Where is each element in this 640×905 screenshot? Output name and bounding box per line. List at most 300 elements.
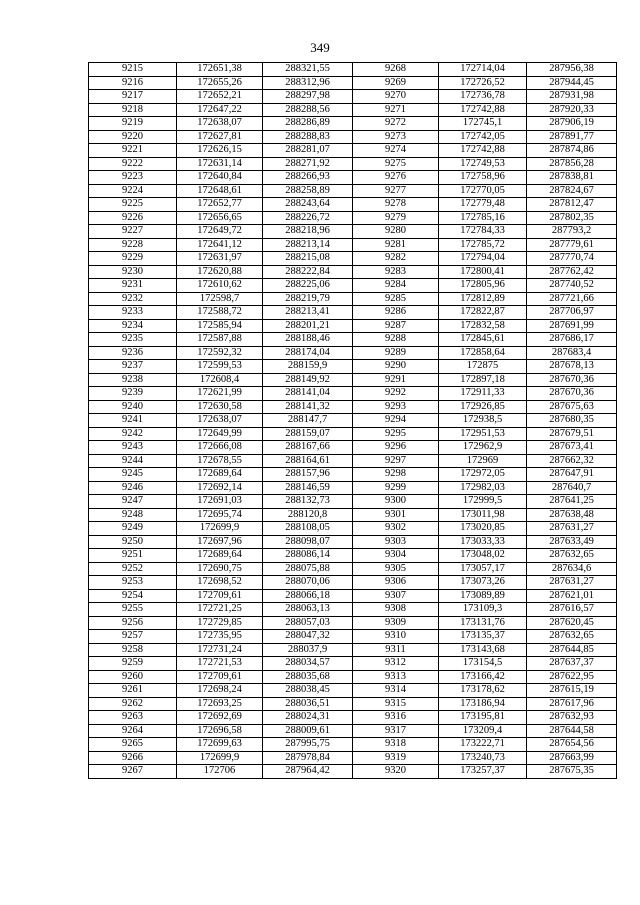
x-coordinate-cell: 172729,85: [177, 616, 263, 630]
y-coordinate-cell: 287644,85: [527, 643, 617, 657]
y-coordinate-cell: 287632,65: [527, 630, 617, 644]
x-coordinate-cell: 172652,21: [177, 90, 263, 104]
x-coordinate-cell: 172647,22: [177, 103, 263, 117]
x-coordinate-cell: 172699,9: [177, 751, 263, 765]
y-coordinate-cell: 287874,86: [527, 144, 617, 158]
y-coordinate-cell: 288271,92: [263, 157, 353, 171]
x-coordinate-cell: 173257,37: [439, 765, 527, 779]
table-row: [89, 670, 617, 684]
x-coordinate-cell: 172631,97: [177, 252, 263, 266]
x-coordinate-cell: 172599,53: [177, 360, 263, 374]
y-coordinate-cell: 287633,49: [527, 535, 617, 549]
y-coordinate-cell: 288213,41: [263, 306, 353, 320]
x-coordinate-cell: 172699,63: [177, 738, 263, 752]
point-number-cell: 9320: [353, 765, 439, 779]
point-number-cell: 9235: [89, 333, 177, 347]
y-coordinate-cell: 288075,88: [263, 562, 353, 576]
x-coordinate-cell: 172698,24: [177, 684, 263, 698]
y-coordinate-cell: 288188,46: [263, 333, 353, 347]
point-number-cell: 9231: [89, 279, 177, 293]
table-row: [89, 643, 617, 657]
y-coordinate-cell: 287621,01: [527, 589, 617, 603]
x-coordinate-cell: 172693,25: [177, 697, 263, 711]
y-coordinate-cell: 288047,32: [263, 630, 353, 644]
x-coordinate-cell: 172784,33: [439, 225, 527, 239]
y-coordinate-cell: 287779,61: [527, 238, 617, 252]
point-number-cell: 9264: [89, 724, 177, 738]
y-coordinate-cell: 288038,45: [263, 684, 353, 698]
x-coordinate-cell: 172926,85: [439, 400, 527, 414]
x-coordinate-cell: 173057,17: [439, 562, 527, 576]
x-coordinate-cell: 173143,68: [439, 643, 527, 657]
y-coordinate-cell: 287762,42: [527, 265, 617, 279]
y-coordinate-cell: 287802,35: [527, 211, 617, 225]
y-coordinate-cell: 287956,38: [527, 63, 617, 77]
point-number-cell: 9285: [353, 292, 439, 306]
y-coordinate-cell: 287632,93: [527, 711, 617, 725]
y-coordinate-cell: 288063,13: [263, 603, 353, 617]
x-coordinate-cell: 172587,88: [177, 333, 263, 347]
x-coordinate-cell: 173186,94: [439, 697, 527, 711]
y-coordinate-cell: 288159,07: [263, 427, 353, 441]
table-row: [89, 468, 617, 482]
x-coordinate-cell: 172620,88: [177, 265, 263, 279]
y-coordinate-cell: 288141,32: [263, 400, 353, 414]
y-coordinate-cell: 287638,48: [527, 508, 617, 522]
point-number-cell: 9246: [89, 481, 177, 495]
x-coordinate-cell: 172721,25: [177, 603, 263, 617]
x-coordinate-cell: 172640,84: [177, 171, 263, 185]
table-row: [89, 684, 617, 698]
x-coordinate-cell: 172962,9: [439, 441, 527, 455]
point-number-cell: 9276: [353, 171, 439, 185]
table-row: [89, 562, 617, 576]
point-number-cell: 9250: [89, 535, 177, 549]
point-number-cell: 9307: [353, 589, 439, 603]
x-coordinate-cell: 172631,14: [177, 157, 263, 171]
y-coordinate-cell: 288147,7: [263, 414, 353, 428]
y-coordinate-cell: 288243,64: [263, 198, 353, 212]
y-coordinate-cell: 287631,27: [527, 522, 617, 536]
point-number-cell: 9226: [89, 211, 177, 225]
x-coordinate-cell: 172709,61: [177, 670, 263, 684]
point-number-cell: 9262: [89, 697, 177, 711]
y-coordinate-cell: 288266,93: [263, 171, 353, 185]
point-number-cell: 9251: [89, 549, 177, 563]
y-coordinate-cell: 287640,7: [527, 481, 617, 495]
y-coordinate-cell: 287812,47: [527, 198, 617, 212]
y-coordinate-cell: 287622,95: [527, 670, 617, 684]
y-coordinate-cell: 288258,89: [263, 184, 353, 198]
table-row: [89, 130, 617, 144]
x-coordinate-cell: 173073,26: [439, 576, 527, 590]
y-coordinate-cell: 287637,37: [527, 657, 617, 671]
x-coordinate-cell: 172858,64: [439, 346, 527, 360]
table-row: [89, 238, 617, 252]
table-row: [89, 360, 617, 374]
x-coordinate-cell: 172731,24: [177, 643, 263, 657]
point-number-cell: 9269: [353, 76, 439, 90]
point-number-cell: 9247: [89, 495, 177, 509]
point-number-cell: 9263: [89, 711, 177, 725]
x-coordinate-cell: 172770,05: [439, 184, 527, 198]
y-coordinate-cell: 287931,98: [527, 90, 617, 104]
point-number-cell: 9313: [353, 670, 439, 684]
point-number-cell: 9284: [353, 279, 439, 293]
point-number-cell: 9241: [89, 414, 177, 428]
point-number-cell: 9280: [353, 225, 439, 239]
table-row: [89, 414, 617, 428]
y-coordinate-cell: 287634,6: [527, 562, 617, 576]
y-coordinate-cell: 288215,08: [263, 252, 353, 266]
point-number-cell: 9224: [89, 184, 177, 198]
x-coordinate-cell: 172649,72: [177, 225, 263, 239]
y-coordinate-cell: 288167,66: [263, 441, 353, 455]
table-row: [89, 522, 617, 536]
y-coordinate-cell: 288024,31: [263, 711, 353, 725]
x-coordinate-cell: 172666,08: [177, 441, 263, 455]
point-number-cell: 9300: [353, 495, 439, 509]
point-number-cell: 9287: [353, 319, 439, 333]
point-number-cell: 9265: [89, 738, 177, 752]
point-number-cell: 9238: [89, 373, 177, 387]
y-coordinate-cell: 287978,84: [263, 751, 353, 765]
y-coordinate-cell: 287920,33: [527, 103, 617, 117]
point-number-cell: 9243: [89, 441, 177, 455]
coordinates-table: [88, 62, 617, 779]
y-coordinate-cell: 287906,19: [527, 117, 617, 131]
x-coordinate-cell: 173109,3: [439, 603, 527, 617]
y-coordinate-cell: 288086,14: [263, 549, 353, 563]
table-row: [89, 333, 617, 347]
table-row: [89, 616, 617, 630]
point-number-cell: 9244: [89, 454, 177, 468]
y-coordinate-cell: 287631,27: [527, 576, 617, 590]
point-number-cell: 9312: [353, 657, 439, 671]
x-coordinate-cell: 172972,05: [439, 468, 527, 482]
y-coordinate-cell: 287793,2: [527, 225, 617, 239]
y-coordinate-cell: 287891,77: [527, 130, 617, 144]
y-coordinate-cell: 287670,36: [527, 373, 617, 387]
x-coordinate-cell: 172641,12: [177, 238, 263, 252]
point-number-cell: 9305: [353, 562, 439, 576]
x-coordinate-cell: 172692,69: [177, 711, 263, 725]
point-number-cell: 9273: [353, 130, 439, 144]
point-number-cell: 9233: [89, 306, 177, 320]
y-coordinate-cell: 287617,96: [527, 697, 617, 711]
y-coordinate-cell: 288288,56: [263, 103, 353, 117]
y-coordinate-cell: 288281,07: [263, 144, 353, 158]
point-number-cell: 9249: [89, 522, 177, 536]
x-coordinate-cell: 173195,81: [439, 711, 527, 725]
table-row: [89, 198, 617, 212]
y-coordinate-cell: 288288,83: [263, 130, 353, 144]
point-number-cell: 9255: [89, 603, 177, 617]
point-number-cell: 9227: [89, 225, 177, 239]
x-coordinate-cell: 172638,07: [177, 117, 263, 131]
x-coordinate-cell: 173209,4: [439, 724, 527, 738]
y-coordinate-cell: 287616,57: [527, 603, 617, 617]
y-coordinate-cell: 288218,96: [263, 225, 353, 239]
y-coordinate-cell: 287654,56: [527, 738, 617, 752]
table-row: [89, 103, 617, 117]
x-coordinate-cell: 172875: [439, 360, 527, 374]
y-coordinate-cell: 288286,89: [263, 117, 353, 131]
point-number-cell: 9318: [353, 738, 439, 752]
table-row: [89, 657, 617, 671]
y-coordinate-cell: 287680,35: [527, 414, 617, 428]
point-number-cell: 9319: [353, 751, 439, 765]
x-coordinate-cell: 172742,88: [439, 144, 527, 158]
y-coordinate-cell: 288098,07: [263, 535, 353, 549]
x-coordinate-cell: 172822,87: [439, 306, 527, 320]
table-row: [89, 306, 617, 320]
y-coordinate-cell: 288036,51: [263, 697, 353, 711]
y-coordinate-cell: 288120,8: [263, 508, 353, 522]
table-row: [89, 549, 617, 563]
table-row: [89, 630, 617, 644]
table-row: [89, 373, 617, 387]
x-coordinate-cell: 173089,89: [439, 589, 527, 603]
y-coordinate-cell: 287675,35: [527, 765, 617, 779]
y-coordinate-cell: 287679,51: [527, 427, 617, 441]
point-number-cell: 9294: [353, 414, 439, 428]
x-coordinate-cell: 172745,1: [439, 117, 527, 131]
x-coordinate-cell: 172627,81: [177, 130, 263, 144]
point-number-cell: 9315: [353, 697, 439, 711]
y-coordinate-cell: 287632,65: [527, 549, 617, 563]
y-coordinate-cell: 288057,03: [263, 616, 353, 630]
x-coordinate-cell: 172742,05: [439, 130, 527, 144]
x-coordinate-cell: 172706: [177, 765, 263, 779]
x-coordinate-cell: 172938,5: [439, 414, 527, 428]
point-number-cell: 9259: [89, 657, 177, 671]
y-coordinate-cell: 287838,81: [527, 171, 617, 185]
point-number-cell: 9254: [89, 589, 177, 603]
x-coordinate-cell: 172721,53: [177, 657, 263, 671]
table-row: [89, 454, 617, 468]
x-coordinate-cell: 172638,07: [177, 414, 263, 428]
x-coordinate-cell: 172585,94: [177, 319, 263, 333]
x-coordinate-cell: 173154,5: [439, 657, 527, 671]
y-coordinate-cell: 288132,73: [263, 495, 353, 509]
point-number-cell: 9311: [353, 643, 439, 657]
y-coordinate-cell: 288157,96: [263, 468, 353, 482]
point-number-cell: 9298: [353, 468, 439, 482]
x-coordinate-cell: 172736,78: [439, 90, 527, 104]
x-coordinate-cell: 172678,55: [177, 454, 263, 468]
point-number-cell: 9256: [89, 616, 177, 630]
x-coordinate-cell: 172698,52: [177, 576, 263, 590]
x-coordinate-cell: 173131,76: [439, 616, 527, 630]
point-number-cell: 9225: [89, 198, 177, 212]
point-number-cell: 9236: [89, 346, 177, 360]
x-coordinate-cell: 172695,74: [177, 508, 263, 522]
point-number-cell: 9234: [89, 319, 177, 333]
point-number-cell: 9317: [353, 724, 439, 738]
y-coordinate-cell: 288070,06: [263, 576, 353, 590]
point-number-cell: 9295: [353, 427, 439, 441]
table-row: [89, 738, 617, 752]
y-coordinate-cell: 287662,32: [527, 454, 617, 468]
point-number-cell: 9303: [353, 535, 439, 549]
y-coordinate-cell: 288149,92: [263, 373, 353, 387]
table-row: [89, 117, 617, 131]
table-row: [89, 495, 617, 509]
x-coordinate-cell: 172608,4: [177, 373, 263, 387]
point-number-cell: 9293: [353, 400, 439, 414]
x-coordinate-cell: 172800,41: [439, 265, 527, 279]
x-coordinate-cell: 172652,77: [177, 198, 263, 212]
point-number-cell: 9242: [89, 427, 177, 441]
table-row: [89, 711, 617, 725]
x-coordinate-cell: 172749,53: [439, 157, 527, 171]
point-number-cell: 9245: [89, 468, 177, 482]
point-number-cell: 9252: [89, 562, 177, 576]
x-coordinate-cell: 172911,33: [439, 387, 527, 401]
point-number-cell: 9308: [353, 603, 439, 617]
y-coordinate-cell: 287721,66: [527, 292, 617, 306]
point-number-cell: 9267: [89, 765, 177, 779]
x-coordinate-cell: 172592,32: [177, 346, 263, 360]
point-number-cell: 9217: [89, 90, 177, 104]
y-coordinate-cell: 288321,55: [263, 63, 353, 77]
y-coordinate-cell: 287678,13: [527, 360, 617, 374]
point-number-cell: 9232: [89, 292, 177, 306]
point-number-cell: 9306: [353, 576, 439, 590]
table-row: [89, 481, 617, 495]
y-coordinate-cell: 288222,84: [263, 265, 353, 279]
table-row: [89, 319, 617, 333]
x-coordinate-cell: 172999,5: [439, 495, 527, 509]
x-coordinate-cell: 172649,99: [177, 427, 263, 441]
y-coordinate-cell: 287824,67: [527, 184, 617, 198]
y-coordinate-cell: 287673,41: [527, 441, 617, 455]
x-coordinate-cell: 172709,61: [177, 589, 263, 603]
point-number-cell: 9266: [89, 751, 177, 765]
y-coordinate-cell: 288225,06: [263, 279, 353, 293]
x-coordinate-cell: 172689,64: [177, 549, 263, 563]
x-coordinate-cell: 173135,37: [439, 630, 527, 644]
x-coordinate-cell: 172696,58: [177, 724, 263, 738]
y-coordinate-cell: 288034,57: [263, 657, 353, 671]
point-number-cell: 9275: [353, 157, 439, 171]
point-number-cell: 9281: [353, 238, 439, 252]
x-coordinate-cell: 172735,95: [177, 630, 263, 644]
y-coordinate-cell: 287856,28: [527, 157, 617, 171]
x-coordinate-cell: 173033,33: [439, 535, 527, 549]
table-row: [89, 697, 617, 711]
y-coordinate-cell: 288174,04: [263, 346, 353, 360]
point-number-cell: 9279: [353, 211, 439, 225]
y-coordinate-cell: 288009,61: [263, 724, 353, 738]
x-coordinate-cell: 172845,61: [439, 333, 527, 347]
x-coordinate-cell: 172726,52: [439, 76, 527, 90]
x-coordinate-cell: 172969: [439, 454, 527, 468]
x-coordinate-cell: 172785,16: [439, 211, 527, 225]
point-number-cell: 9297: [353, 454, 439, 468]
x-coordinate-cell: 172697,96: [177, 535, 263, 549]
table-row: [89, 387, 617, 401]
table-row: [89, 576, 617, 590]
x-coordinate-cell: 172794,04: [439, 252, 527, 266]
point-number-cell: 9257: [89, 630, 177, 644]
point-number-cell: 9271: [353, 103, 439, 117]
table-row: [89, 225, 617, 239]
y-coordinate-cell: 288312,96: [263, 76, 353, 90]
point-number-cell: 9248: [89, 508, 177, 522]
x-coordinate-cell: 172621,99: [177, 387, 263, 401]
table-row: [89, 90, 617, 104]
y-coordinate-cell: 288146,59: [263, 481, 353, 495]
point-number-cell: 9228: [89, 238, 177, 252]
table-row: [89, 427, 617, 441]
x-coordinate-cell: 172897,18: [439, 373, 527, 387]
x-coordinate-cell: 173166,42: [439, 670, 527, 684]
x-coordinate-cell: 172785,72: [439, 238, 527, 252]
page-number: 349: [310, 40, 330, 55]
point-number-cell: 9218: [89, 103, 177, 117]
point-number-cell: 9237: [89, 360, 177, 374]
x-coordinate-cell: 173222,71: [439, 738, 527, 752]
point-number-cell: 9258: [89, 643, 177, 657]
x-coordinate-cell: 172655,26: [177, 76, 263, 90]
y-coordinate-cell: 287740,52: [527, 279, 617, 293]
table-row: [89, 184, 617, 198]
table-row: [89, 171, 617, 185]
y-coordinate-cell: 288141,04: [263, 387, 353, 401]
y-coordinate-cell: 287647,91: [527, 468, 617, 482]
point-number-cell: 9310: [353, 630, 439, 644]
x-coordinate-cell: 173048,02: [439, 549, 527, 563]
table-row: [89, 279, 617, 293]
point-number-cell: 9239: [89, 387, 177, 401]
x-coordinate-cell: 172648,61: [177, 184, 263, 198]
x-coordinate-cell: 172699,9: [177, 522, 263, 536]
point-number-cell: 9253: [89, 576, 177, 590]
y-coordinate-cell: 287964,42: [263, 765, 353, 779]
x-coordinate-cell: 172690,75: [177, 562, 263, 576]
table-row: [89, 535, 617, 549]
point-number-cell: 9221: [89, 144, 177, 158]
x-coordinate-cell: 172588,72: [177, 306, 263, 320]
point-number-cell: 9309: [353, 616, 439, 630]
point-number-cell: 9215: [89, 63, 177, 77]
point-number-cell: 9301: [353, 508, 439, 522]
table-row: [89, 157, 617, 171]
y-coordinate-cell: 287615,19: [527, 684, 617, 698]
table-row: [89, 589, 617, 603]
x-coordinate-cell: 172656,65: [177, 211, 263, 225]
table-row: [89, 292, 617, 306]
y-coordinate-cell: 288035,68: [263, 670, 353, 684]
table-row: [89, 603, 617, 617]
x-coordinate-cell: 172982,03: [439, 481, 527, 495]
table-row: [89, 765, 617, 779]
x-coordinate-cell: 173240,73: [439, 751, 527, 765]
x-coordinate-cell: 172779,48: [439, 198, 527, 212]
y-coordinate-cell: 288219,79: [263, 292, 353, 306]
table-row: [89, 144, 617, 158]
y-coordinate-cell: 287686,17: [527, 333, 617, 347]
y-coordinate-cell: 288297,98: [263, 90, 353, 104]
point-number-cell: 9272: [353, 117, 439, 131]
y-coordinate-cell: 287675,63: [527, 400, 617, 414]
table-row: [89, 724, 617, 738]
x-coordinate-cell: 172742,88: [439, 103, 527, 117]
point-number-cell: 9290: [353, 360, 439, 374]
coordinates-table-body: [89, 63, 617, 779]
